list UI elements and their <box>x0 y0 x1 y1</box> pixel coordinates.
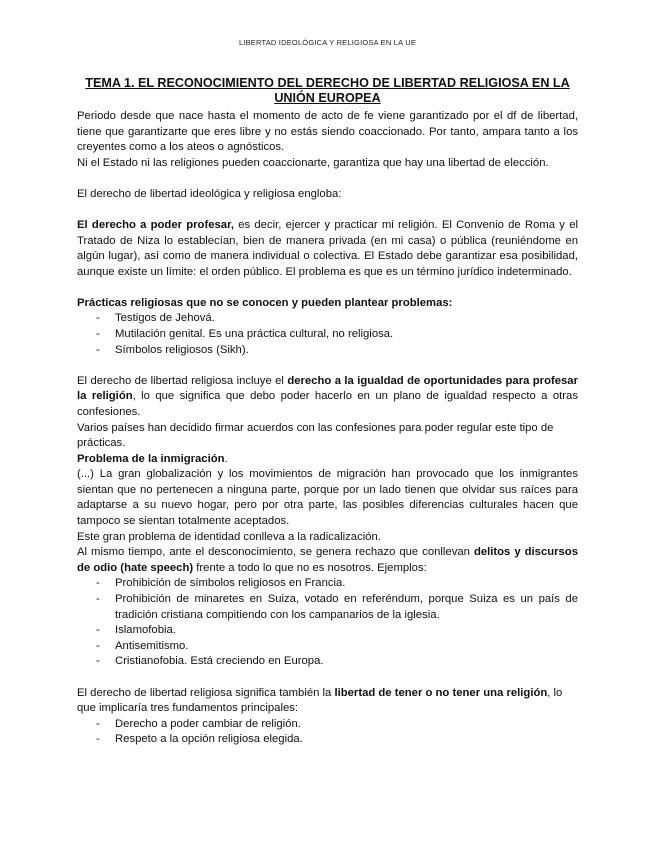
practicas-list <box>77 311 578 358</box>
page-title: TEMA 1. EL RECONOCIMIENTO DEL DERECHO DE LIBERTAD RELIGIOSA EN LA UNIÓN EUROPEA <box>85 76 570 105</box>
practicas-heading: Prácticas religiosas que no se conocen y pueden plantear problemas: <box>77 296 453 309</box>
profesar-bold: El derecho a poder profesar, <box>77 218 234 231</box>
igualdad-bold: derecho a la igualdad de oportunidades para profesar la religión <box>77 374 578 403</box>
tener-paragraph: El derecho de libertad religiosa significa también la libertad de tener o no tener una religión, lo que implicaría tres fundamentos principales: <box>77 686 563 715</box>
list-item: - Antisemitismo. <box>77 639 578 655</box>
intro-paragraph-1: Periodo desde que nace hasta el momento de acto de fe viene garantizado por el df de libertad, tiene que garantizarte que eres libre y no estás siendo coaccionado. Por tanto, ampara tanto a los creyentes como a los ateos o agnósticos. <box>77 110 578 154</box>
igualdad-paragraph-2: Varios países han decidido firmar acuerdos con las confesiones para poder regular este tipo de prácticas. <box>77 421 554 450</box>
inmigracion-paragraph-2: Este gran problema de identidad conlleva a la radicalización. <box>77 530 381 543</box>
profesar-text: es decir, ejercer y practicar mi religión. El Convenio de Roma y el Tratado de Niza lo establecían, bien de manera privada (en mi casa) o pública (reuniéndome en algún lugar), así como de manera individual o colectiva. El Estado debe garantizar esa posibilidad, aunque existe un límite: el orden público. El problema es que es un término jurídico indeterminado. <box>77 218 578 278</box>
inmigracion-paragraph-3: Al mismo tiempo, ante el desconocimiento, se genera rechazo que conllevan delitos y discursos de odio (hate speech) frente a todo lo que no es nosotros. Ejemplos: <box>77 546 578 574</box>
list-item: - Testigos de Jehová. <box>77 311 578 327</box>
ejemplos-list <box>77 576 578 670</box>
profesar-paragraph <box>77 218 578 280</box>
list-item: - Derecho a poder cambiar de religión. <box>77 717 578 733</box>
list-item: - Mutilación genital. Es una práctica cultural, no religiosa. <box>77 327 578 343</box>
tener-bold: libertad de tener o no tener una religión <box>334 686 548 699</box>
inmigracion-paragraph-1: (...) La gran globalización y los movimientos de migración han provocado que los inmigrantes sientan que no pertenecen a ninguna parte, porque por un lado tienen que olvidar sus raíces para adaptarse a su nuevo hogar, pero por otra parte, las posibles diferencias culturales hacen que tampoco se sientan totalmente aceptados. <box>77 468 578 528</box>
fundamentos-list <box>77 717 578 748</box>
engloba-paragraph: El derecho de libertad ideológica y religiosa engloba: <box>77 187 342 200</box>
list-item: - Islamofobia. <box>77 623 578 639</box>
intro-paragraph-2: Ni el Estado ni las religiones pueden coaccionarte, garantiza que hay una libertad de elección. <box>77 156 549 169</box>
hate-speech-bold: delitos y discursos de odio (hate speech) <box>77 546 578 574</box>
list-item: - Cristianofobia. Está creciendo en Europa. <box>77 654 578 670</box>
igualdad-paragraph: El derecho de libertad religiosa incluye el derecho a la igualdad de oportunidades para profesar la religión, lo que significa que debo poder hacerlo en un plano de igualdad respecto a otras confesiones. <box>77 374 578 418</box>
list-item: - Prohibición de símbolos religiosos en Francia. <box>77 576 578 592</box>
list-item: - Símbolos religiosos (Sikh). <box>77 343 578 359</box>
document-body <box>77 76 578 748</box>
list-item: - Prohibición de minaretes en Suiza, votado en referéndum, porque Suiza es un país de tradición cristiana compitiendo con los campanarios de la iglesia. <box>77 592 578 623</box>
list-item: - Respeto a la opción religiosa elegida. <box>77 732 578 748</box>
running-header: LIBERTAD IDEOLÓGICA Y RELIGIOSA EN LA UE <box>238 38 417 47</box>
inmigracion-heading: Problema de la inmigración. <box>77 452 228 465</box>
